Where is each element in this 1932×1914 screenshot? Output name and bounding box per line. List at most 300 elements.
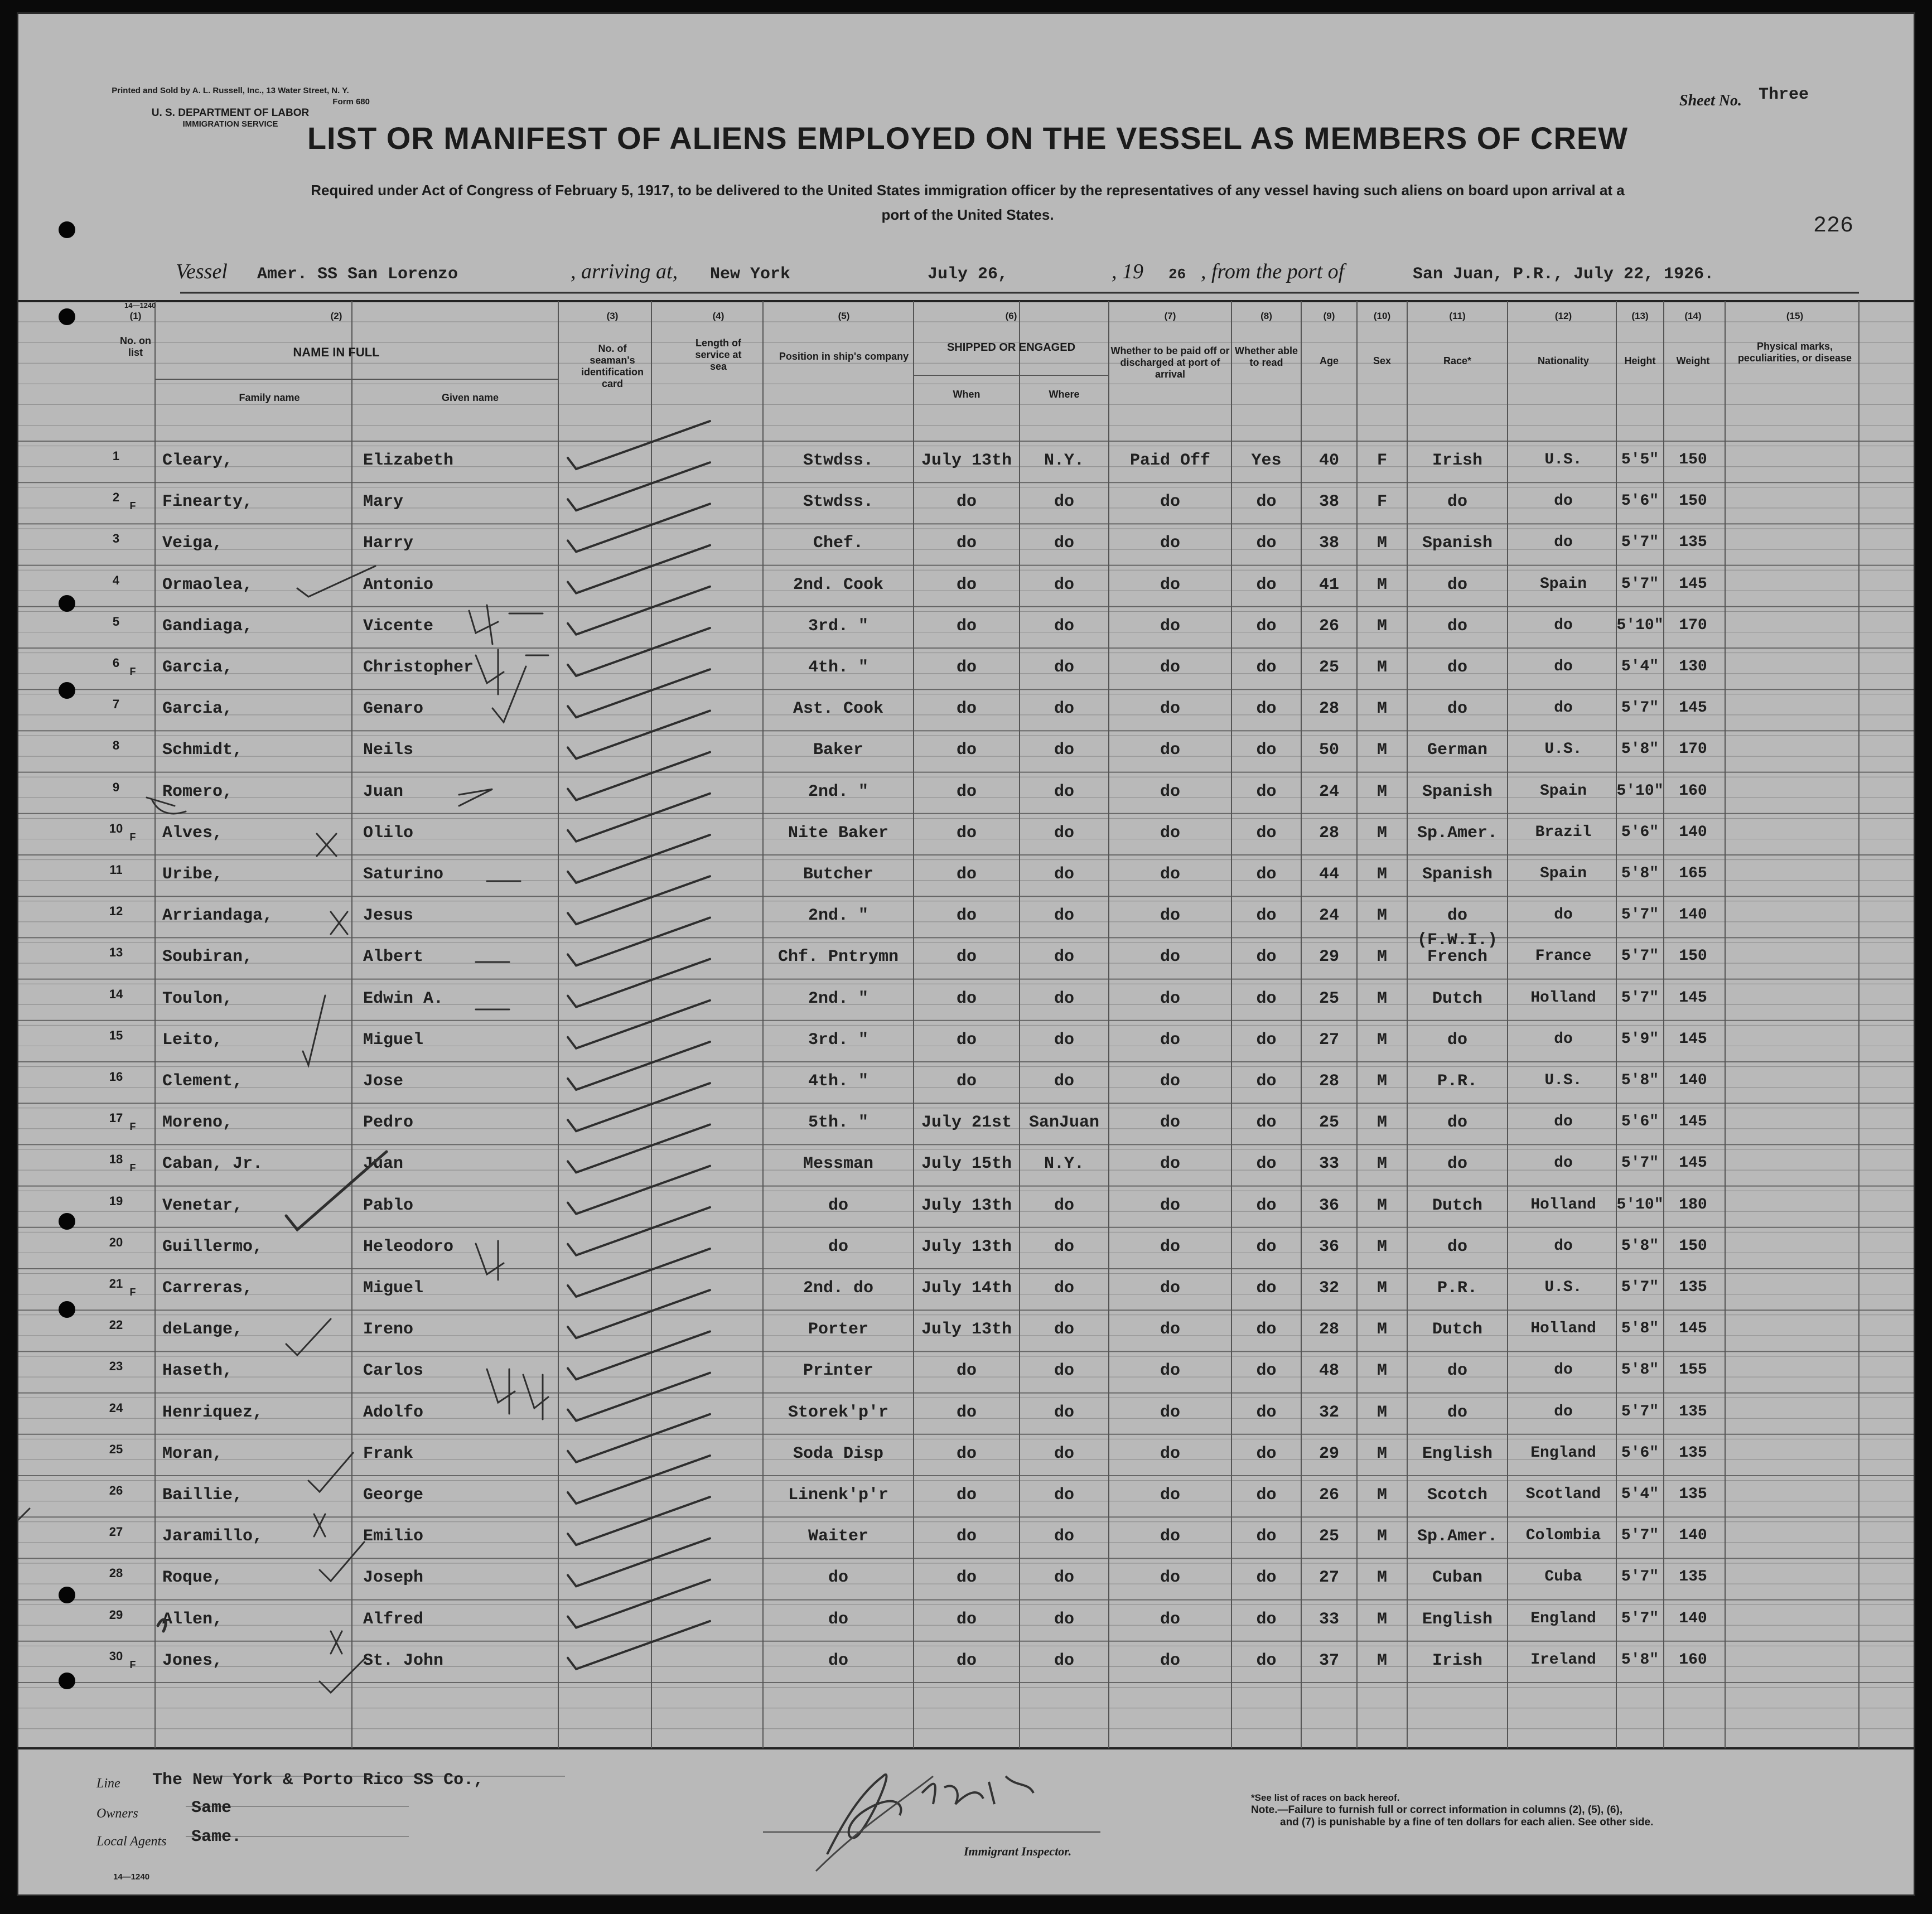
cell-nationality: Brazil: [1535, 823, 1592, 841]
cell-weight: 145: [1679, 1113, 1707, 1131]
cell-age: 37: [1318, 1651, 1339, 1670]
col8-header: Whether able to read: [1234, 345, 1298, 368]
col5-header: Position in ship's company: [779, 351, 909, 362]
cell-read: do: [1256, 1072, 1277, 1091]
cell-family: Allen,: [162, 1610, 223, 1629]
cell-read: do: [1256, 1527, 1277, 1546]
page-number: 226: [1813, 214, 1854, 239]
cell-given: Olilo: [363, 823, 414, 843]
subtitle-line1: Required under Act of Congress of February 5, 1917, to be delivered to the United States immigration officer by the representatives of any vessel having such aliens on board upon arrival at a: [311, 182, 1625, 199]
cell-age: 25: [1318, 1113, 1339, 1133]
cell-weight: 145: [1679, 1154, 1707, 1172]
cell-paid: do: [1160, 575, 1180, 594]
cell-when: do: [956, 1486, 977, 1505]
cell-when: July 13th: [921, 451, 1012, 470]
cell-when: do: [956, 823, 977, 843]
binder-hole: [59, 1213, 75, 1230]
cell-paid: do: [1160, 1196, 1180, 1215]
cell-age: 26: [1318, 1486, 1339, 1505]
cell-paid: do: [1160, 948, 1180, 967]
row-number: 4: [112, 573, 120, 587]
cell-paid: do: [1160, 1651, 1180, 1670]
cell-nationality: France: [1535, 948, 1592, 965]
cell-nationality: Holland: [1530, 989, 1596, 1007]
cell-where: do: [1054, 1444, 1074, 1463]
row-number: 28: [109, 1566, 123, 1580]
printer-line: Printed and Sold by A. L. Russell, Inc., 13 Water Street, N. Y.: [112, 86, 349, 95]
cell-where: do: [1054, 989, 1074, 1008]
cell-age: 41: [1318, 575, 1339, 594]
cell-read: do: [1256, 1568, 1277, 1588]
cell-where: do: [1054, 1320, 1074, 1340]
cell-race: do: [1447, 1237, 1467, 1256]
cell-paid: do: [1160, 782, 1180, 801]
cell-family: Carreras,: [162, 1279, 253, 1298]
cell-sex: M: [1376, 1154, 1387, 1174]
col6b-header: Where: [1049, 389, 1080, 400]
cell-read: Yes: [1251, 451, 1282, 470]
cell-given: Vicente: [363, 616, 434, 636]
cell-paid: do: [1160, 1320, 1180, 1340]
arrival-date: July 26,: [928, 265, 1008, 284]
cell-nationality: do: [1554, 1154, 1573, 1172]
cell-nationality: U.S.: [1544, 1072, 1582, 1089]
cell-height: 5'7": [1621, 575, 1659, 593]
cell-age: 29: [1318, 948, 1339, 967]
cell-weight: 145: [1679, 989, 1707, 1007]
cell-where: do: [1054, 906, 1074, 926]
footnote-penalty-1: Note.—Failure to furnish full or correct information in columns (2), (5), (6),: [1251, 1804, 1623, 1816]
cell-sex: M: [1376, 1486, 1387, 1505]
cell-paid: do: [1160, 823, 1180, 843]
cell-family: Haseth,: [162, 1361, 233, 1381]
cell-position: Ast. Cook: [793, 699, 884, 719]
cell-read: do: [1256, 1444, 1277, 1463]
cell-paid: do: [1160, 1237, 1180, 1256]
col3-header: No. of seaman's identification card: [581, 343, 644, 389]
col10-number: (10): [1373, 311, 1391, 321]
cell-paid: do: [1160, 534, 1180, 553]
cell-position: Porter: [808, 1320, 869, 1340]
cell-race: do: [1447, 1361, 1467, 1381]
cell-when: July 21st: [921, 1113, 1012, 1133]
cell-race: do: [1447, 658, 1467, 677]
cell-paid: Paid Off: [1129, 451, 1211, 470]
col14-number: (14): [1684, 311, 1702, 321]
cell-weight: 160: [1679, 782, 1707, 800]
cell-when: do: [956, 948, 977, 967]
cell-sex: M: [1376, 575, 1387, 594]
cell-given: Miguel: [363, 1030, 424, 1050]
cell-given: Jesus: [363, 906, 414, 926]
cell-race: French: [1427, 948, 1488, 967]
cell-race: P.R.: [1437, 1072, 1477, 1091]
cell-weight: 135: [1679, 1279, 1707, 1296]
cell-age: 26: [1318, 616, 1339, 636]
cell-sex: M: [1376, 865, 1387, 884]
cell-height: 5'4": [1621, 1486, 1659, 1503]
cell-height: 5'10": [1616, 782, 1664, 800]
cell-sex: M: [1376, 823, 1387, 843]
row-number: 29: [109, 1607, 123, 1622]
cell-when: do: [956, 1568, 977, 1588]
cell-family: Toulon,: [162, 989, 233, 1008]
cell-when: do: [956, 575, 977, 594]
row-number: 13: [109, 945, 123, 960]
cell-nationality: do: [1554, 616, 1573, 634]
cell-read: do: [1256, 1486, 1277, 1505]
cell-when: July 13th: [921, 1196, 1012, 1215]
cell-when: do: [956, 1072, 977, 1091]
sheet-label: Sheet No.: [1679, 92, 1742, 109]
cell-position: Butcher: [803, 865, 874, 884]
cell-where: do: [1054, 1361, 1074, 1381]
cell-position: Stwdss.: [803, 492, 874, 512]
cell-weight: 145: [1679, 575, 1707, 593]
cell-given: Juan: [363, 782, 404, 801]
cell-age: 28: [1318, 1320, 1339, 1340]
cell-where: do: [1054, 1486, 1074, 1505]
cell-read: do: [1256, 865, 1277, 884]
cell-read: do: [1256, 492, 1277, 512]
cell-given: Ireno: [363, 1320, 414, 1340]
cell-given: Adolfo: [363, 1403, 424, 1422]
footnote-penalty-2: and (7) is punishable by a fine of ten dollars for each alien. See other side.: [1280, 1816, 1654, 1828]
row-number: 17: [109, 1111, 123, 1125]
cell-age: 48: [1318, 1361, 1339, 1381]
service: IMMIGRATION SERVICE: [182, 119, 278, 129]
cell-nationality: U.S.: [1544, 451, 1582, 468]
cell-nationality: do: [1554, 534, 1573, 552]
cell-nationality: Holland: [1530, 1320, 1596, 1338]
inspector-label: Immigrant Inspector.: [964, 1844, 1072, 1858]
cell-height: 5'8": [1621, 865, 1659, 882]
cell-paid: do: [1160, 1486, 1180, 1505]
cell-height: 5'10": [1616, 1196, 1664, 1214]
cell-weight: 170: [1679, 741, 1707, 758]
cell-where: do: [1054, 1403, 1074, 1422]
cell-height: 5'6": [1621, 823, 1659, 841]
cell-family: Jaramillo,: [162, 1527, 263, 1546]
cell-height: 5'7": [1621, 1154, 1659, 1172]
cell-nationality: Colombia: [1525, 1527, 1601, 1545]
cell-race: Dutch: [1432, 1320, 1482, 1340]
cell-age: 27: [1318, 1030, 1339, 1050]
cell-nationality: England: [1530, 1444, 1596, 1462]
cell-sex: M: [1376, 741, 1387, 760]
cell-height: 5'7": [1621, 1403, 1659, 1420]
cell-sex: M: [1376, 1030, 1387, 1050]
row-number: 25: [109, 1442, 123, 1456]
cell-given: Frank: [363, 1444, 414, 1463]
cell-sex: M: [1376, 699, 1387, 719]
cell-where: do: [1054, 492, 1074, 512]
col8-number: (8): [1260, 311, 1272, 321]
row-number: 3: [112, 531, 120, 546]
row-flag: F: [129, 831, 136, 843]
cell-position: Messman: [803, 1154, 874, 1174]
cell-position: Waiter: [808, 1527, 869, 1546]
cell-when: do: [956, 1444, 977, 1463]
col7-header: Whether to be paid off or discharged at port of arrival: [1110, 345, 1230, 380]
cell-where: do: [1054, 699, 1074, 719]
cell-family: Roque,: [162, 1568, 223, 1588]
row-number: 12: [109, 904, 123, 919]
col9-header: Age: [1319, 355, 1339, 366]
cell-family: Jones,: [162, 1651, 223, 1670]
vessel-label: Vessel: [176, 260, 228, 283]
cell-where: do: [1054, 741, 1074, 760]
col5-number: (5): [838, 311, 850, 321]
page-title: LIST OR MANIFEST OF ALIENS EMPLOYED ON THE VESSEL AS MEMBERS OF CREW: [307, 120, 1629, 156]
cell-nationality: U.S.: [1544, 1279, 1582, 1296]
cell-position: Linenk'p'r: [788, 1486, 889, 1505]
cell-family: deLange,: [162, 1320, 243, 1340]
cell-age: 38: [1318, 492, 1339, 512]
cell-sex: M: [1376, 1072, 1387, 1091]
cell-position: do: [828, 1568, 848, 1588]
col13-header: Height: [1624, 355, 1656, 366]
cell-read: do: [1256, 1361, 1277, 1381]
cell-family: Alves,: [162, 823, 223, 843]
cell-read: do: [1256, 534, 1277, 553]
cell-position: do: [828, 1651, 848, 1670]
cell-weight: 140: [1679, 906, 1707, 924]
cell-nationality: Holland: [1530, 1196, 1596, 1214]
cell-given: Emilio: [363, 1527, 424, 1546]
cell-weight: 140: [1679, 1527, 1707, 1545]
cell-family: Baillie,: [162, 1486, 243, 1505]
cell-position: 2nd. Cook: [793, 575, 884, 594]
owners-value: Same: [191, 1799, 232, 1818]
cell-position: do: [828, 1610, 848, 1629]
cell-family: Moreno,: [162, 1113, 233, 1133]
cell-race: do: [1447, 906, 1467, 926]
cell-weight: 140: [1679, 1072, 1707, 1089]
cell-sex: M: [1376, 534, 1387, 553]
form-number: Form 680: [332, 97, 370, 107]
cell-height: 5'8": [1621, 741, 1659, 758]
cell-race: Scotch: [1427, 1486, 1488, 1505]
pencil-checkmarks: [18, 14, 1915, 1896]
cell-age: 24: [1318, 782, 1339, 801]
cell-family: Gandiaga,: [162, 616, 253, 636]
col4-header: Length of service at sea: [695, 337, 742, 372]
cell-weight: 150: [1679, 451, 1707, 468]
col15-number: (15): [1786, 311, 1804, 321]
cell-family: Henriquez,: [162, 1403, 263, 1422]
col11-header: Race*: [1443, 355, 1472, 366]
cell-race: Spanish: [1422, 534, 1493, 553]
cell-height: 5'7": [1621, 1610, 1659, 1627]
cell-height: 5'9": [1621, 1030, 1659, 1048]
cell-sex: M: [1376, 948, 1387, 967]
cell-paid: do: [1160, 989, 1180, 1008]
cell-sex: M: [1376, 1196, 1387, 1215]
cell-read: do: [1256, 906, 1277, 926]
cell-race: Sp.Amer.: [1417, 1527, 1498, 1546]
cell-when: do: [956, 699, 977, 719]
row-number: 10: [109, 821, 123, 835]
manifest-sheet: [17, 12, 1915, 1896]
cell-given: Carlos: [363, 1361, 424, 1381]
cell-where: do: [1054, 616, 1074, 636]
cell-nationality: do: [1554, 1361, 1573, 1379]
owners-label: Owners: [96, 1806, 138, 1821]
cell-weight: 145: [1679, 1320, 1707, 1338]
cell-weight: 180: [1679, 1196, 1707, 1214]
cell-read: do: [1256, 1113, 1277, 1133]
cell-given: Neils: [363, 741, 414, 760]
cell-position: 4th. ": [808, 658, 869, 677]
row-number: 1: [112, 449, 120, 463]
cell-age: 28: [1318, 823, 1339, 843]
cell-given: Jose: [363, 1072, 404, 1091]
cell-sex: M: [1376, 1568, 1387, 1588]
cell-weight: 140: [1679, 1610, 1707, 1627]
cell-given: Christopher: [363, 658, 474, 677]
cell-age: 36: [1318, 1196, 1339, 1215]
cell-age: 32: [1318, 1279, 1339, 1298]
row-number: 19: [109, 1193, 123, 1208]
row-number: 6: [112, 656, 120, 670]
cell-given: Joseph: [363, 1568, 424, 1588]
cell-race-note: (F.W.I.): [1417, 931, 1498, 950]
binder-hole: [59, 308, 75, 325]
row-flag: F: [129, 666, 136, 677]
cell-sex: M: [1376, 1320, 1387, 1340]
binder-hole: [59, 221, 75, 238]
cell-family: Garcia,: [162, 658, 233, 677]
cell-age: 24: [1318, 906, 1339, 926]
cell-read: do: [1256, 575, 1277, 594]
cell-paid: do: [1160, 1030, 1180, 1050]
cell-sex: F: [1376, 451, 1387, 470]
arriving-value: New York: [710, 265, 791, 284]
cell-age: 33: [1318, 1154, 1339, 1174]
col6a-header: When: [953, 389, 981, 400]
row-number: 27: [109, 1525, 123, 1539]
cell-nationality: Spain: [1539, 865, 1587, 882]
cell-position: Baker: [813, 741, 863, 760]
row-number: 2: [112, 490, 120, 505]
cell-family: Ormaolea,: [162, 575, 253, 594]
binder-hole: [59, 1301, 75, 1318]
cell-race: English: [1422, 1444, 1493, 1463]
cell-position: Nite Baker: [788, 823, 889, 843]
cell-when: do: [956, 1610, 977, 1629]
cell-sex: M: [1376, 782, 1387, 801]
row-number: 15: [109, 1028, 123, 1042]
cell-given: Mary: [363, 492, 404, 512]
binder-hole: [59, 1587, 75, 1603]
cell-when: July 15th: [921, 1154, 1012, 1174]
cell-position: 3rd. ": [808, 1030, 869, 1050]
cell-age: 36: [1318, 1237, 1339, 1256]
cell-read: do: [1256, 616, 1277, 636]
cell-position: Chef.: [813, 534, 863, 553]
row-flag: F: [129, 1121, 136, 1133]
cell-age: 25: [1318, 1527, 1339, 1546]
col1-header: No. on list: [120, 335, 151, 358]
cell-position: Stwdss.: [803, 451, 874, 470]
cell-weight: 160: [1679, 1651, 1707, 1669]
form-code-bottom: 14—1240: [113, 1872, 150, 1882]
cell-position: do: [828, 1237, 848, 1256]
cell-race: do: [1447, 1403, 1467, 1422]
cell-paid: do: [1160, 1361, 1180, 1381]
cell-given: Alfred: [363, 1610, 424, 1629]
cell-race: do: [1447, 1154, 1467, 1174]
cell-when: do: [956, 1030, 977, 1050]
cell-age: 28: [1318, 1072, 1339, 1091]
cell-where: do: [1054, 948, 1074, 967]
cell-age: 25: [1318, 989, 1339, 1008]
cell-weight: 135: [1679, 1486, 1707, 1503]
cell-height: 5'6": [1621, 1444, 1659, 1462]
cell-race: Irish: [1432, 1651, 1482, 1670]
cell-given: Juan: [363, 1154, 404, 1174]
row-number: 5: [112, 614, 120, 629]
cell-sex: M: [1376, 989, 1387, 1008]
cell-paid: do: [1160, 865, 1180, 884]
cell-read: do: [1256, 658, 1277, 677]
cell-family: Venetar,: [162, 1196, 243, 1215]
cell-when: do: [956, 616, 977, 636]
cell-where: N.Y.: [1044, 451, 1084, 470]
cell-where: do: [1054, 865, 1074, 884]
cell-nationality: England: [1530, 1610, 1596, 1627]
cell-family: Caban, Jr.: [162, 1154, 263, 1174]
cell-nationality: do: [1554, 492, 1573, 510]
cell-position: 2nd. ": [808, 989, 869, 1008]
cell-given: Saturino: [363, 865, 444, 884]
cell-weight: 135: [1679, 1403, 1707, 1420]
cell-age: 28: [1318, 699, 1339, 719]
cell-given: Pedro: [363, 1113, 414, 1133]
cell-height: 5'7": [1621, 1279, 1659, 1296]
vessel-value: Amer. SS San Lorenzo: [257, 265, 458, 284]
col1-number: (1): [129, 311, 142, 321]
cell-race: Spanish: [1422, 865, 1493, 884]
cell-position: do: [828, 1196, 848, 1215]
cell-when: do: [956, 741, 977, 760]
cell-sex: M: [1376, 1237, 1387, 1256]
col2-number: (2): [330, 311, 342, 321]
cell-where: do: [1054, 534, 1074, 553]
cell-paid: do: [1160, 1279, 1180, 1298]
cell-paid: do: [1160, 616, 1180, 636]
cell-position: Printer: [803, 1361, 874, 1381]
row-number: 24: [109, 1400, 123, 1415]
cell-position: 2nd. do: [803, 1279, 874, 1298]
cell-paid: do: [1160, 906, 1180, 926]
row-flag: F: [129, 1162, 136, 1174]
cell-given: Antonio: [363, 575, 434, 594]
cell-where: do: [1054, 1651, 1074, 1670]
cell-paid: do: [1160, 1610, 1180, 1629]
cell-given: Genaro: [363, 699, 424, 719]
cell-nationality: Cuba: [1544, 1568, 1582, 1586]
cell-read: do: [1256, 741, 1277, 760]
col14-header: Weight: [1676, 355, 1710, 366]
cell-age: 33: [1318, 1610, 1339, 1629]
cell-weight: 165: [1679, 865, 1707, 882]
cell-family: Clement,: [162, 1072, 243, 1091]
cell-given: St. John: [363, 1651, 444, 1670]
col9-number: (9): [1323, 311, 1335, 321]
cell-where: do: [1054, 1072, 1074, 1091]
